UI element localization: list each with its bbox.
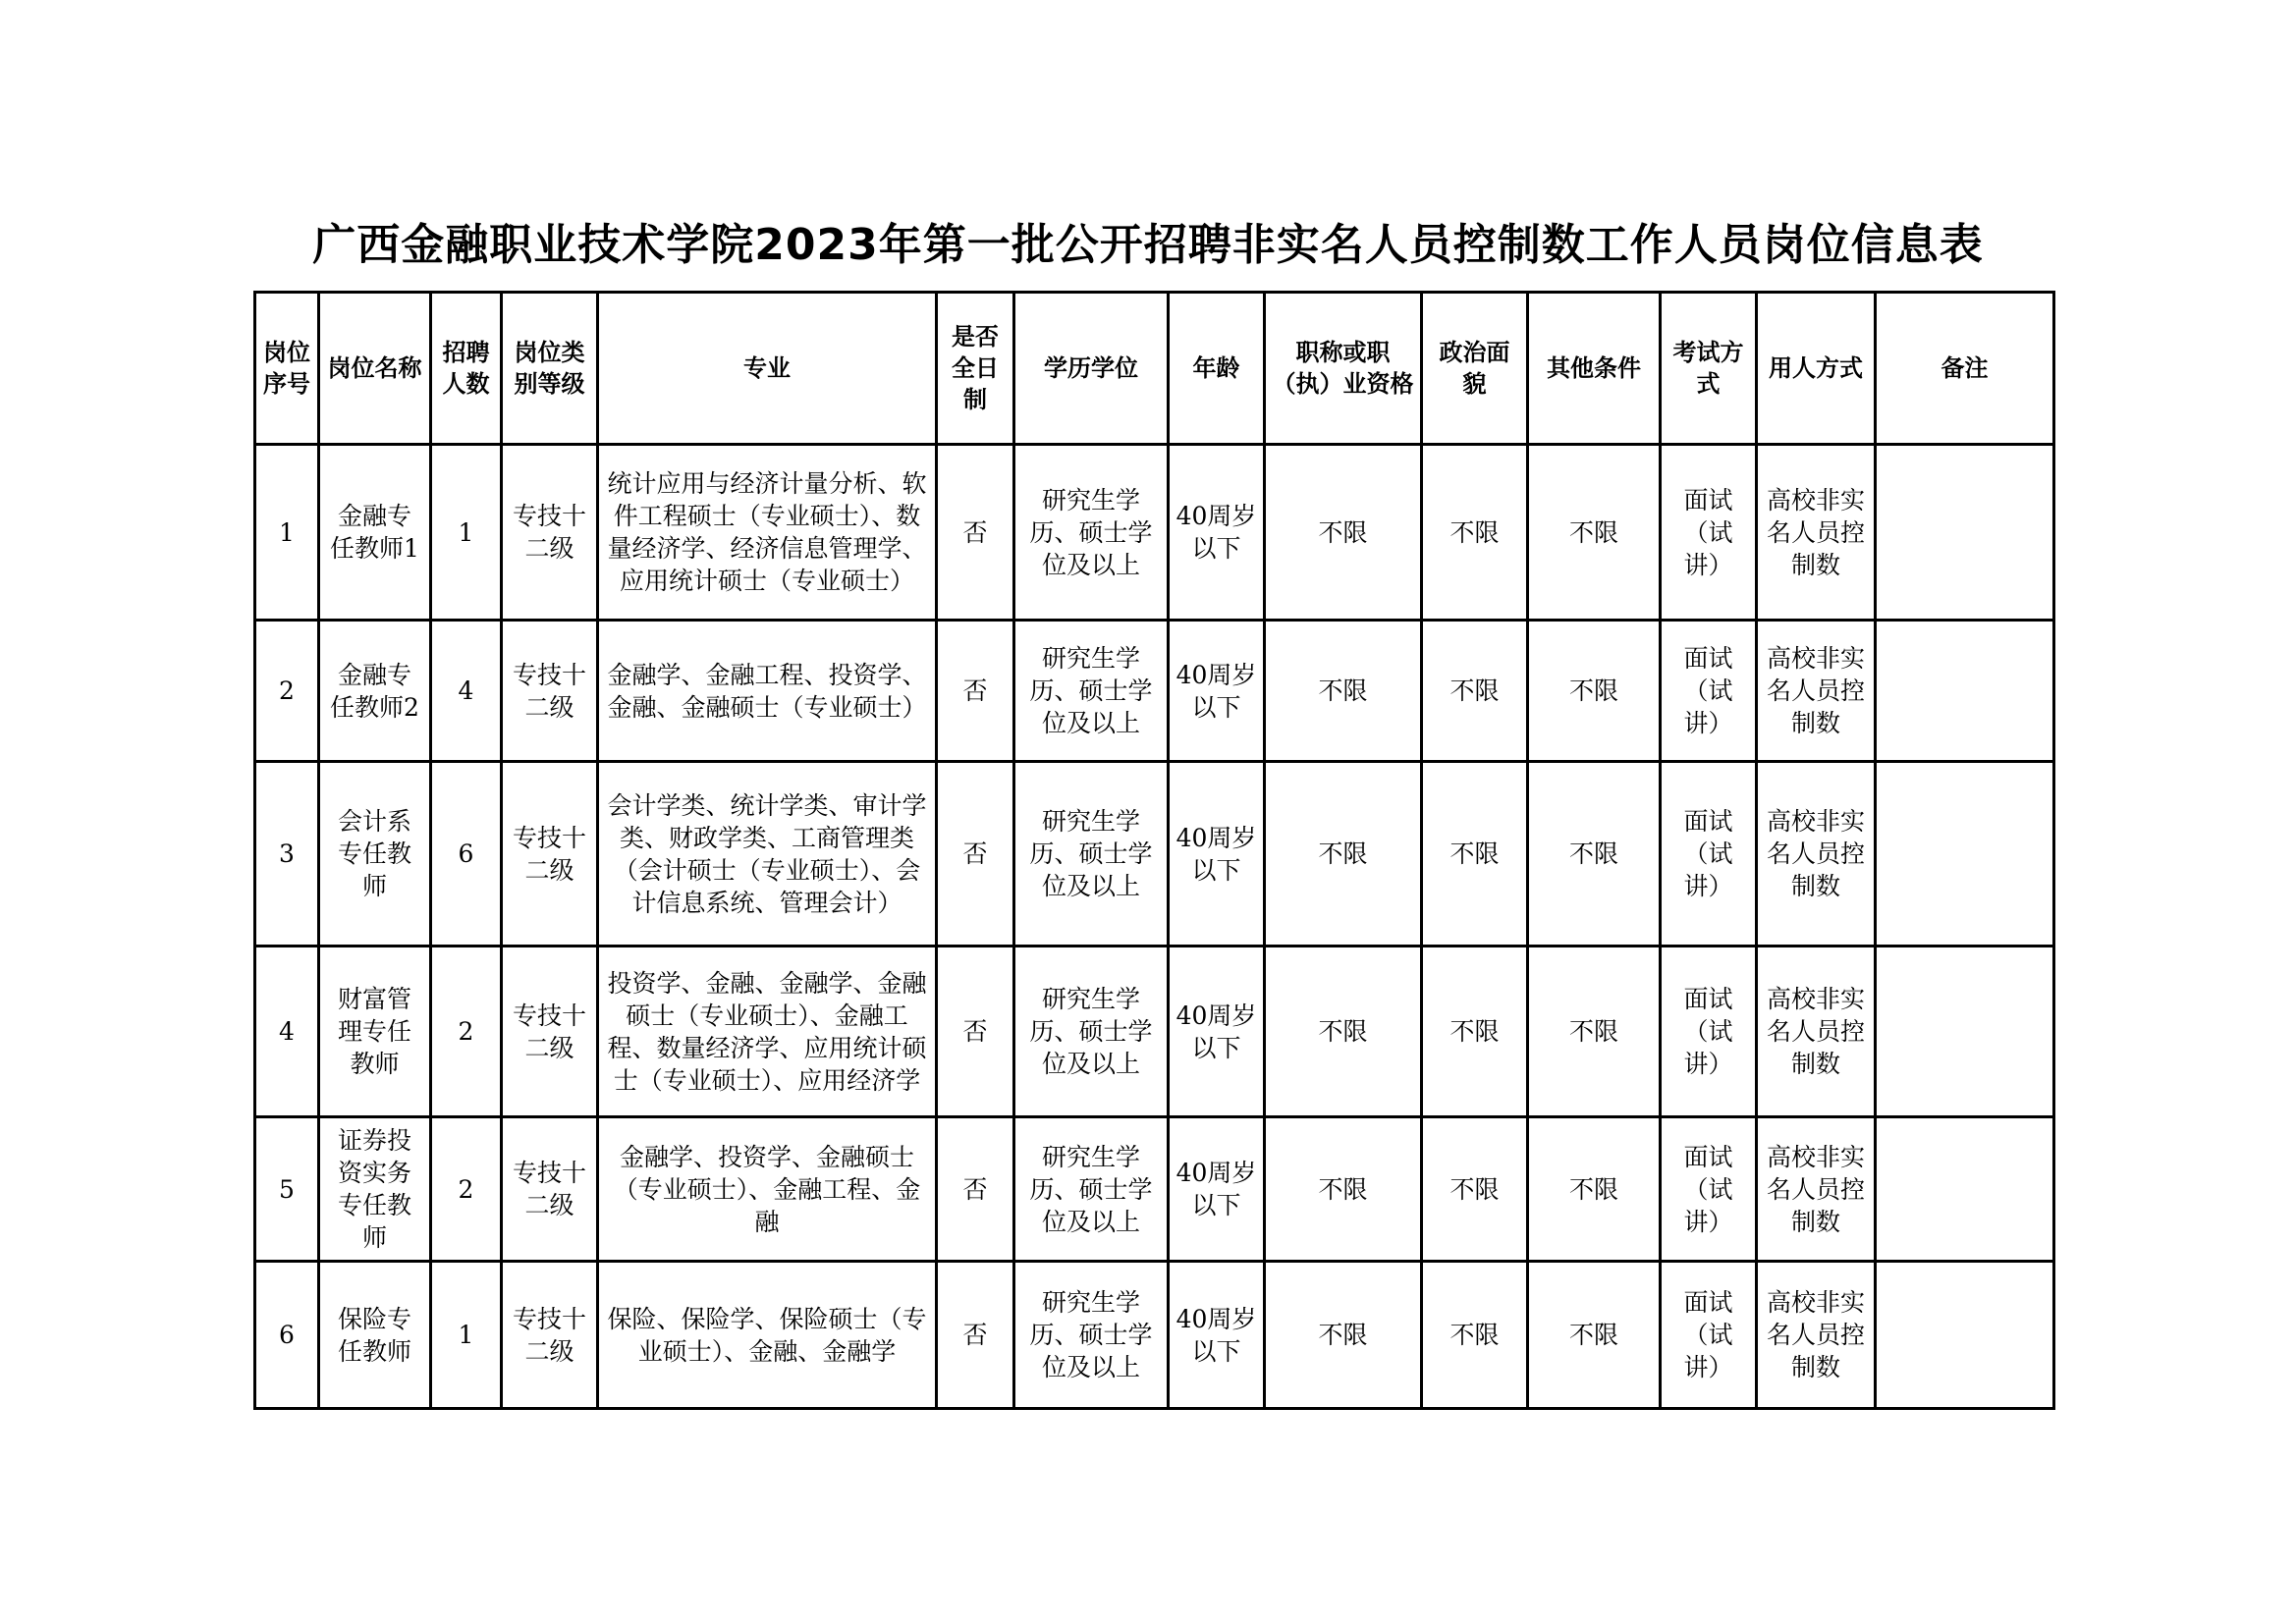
cell-age: 40周岁以下 [1169, 762, 1265, 947]
cell-remark [1876, 947, 2054, 1117]
cell-title-qual: 不限 [1265, 947, 1422, 1117]
cell-political: 不限 [1422, 621, 1528, 762]
header-age: 年龄 [1169, 293, 1265, 445]
cell-other: 不限 [1528, 947, 1661, 1117]
cell-education: 研究生学历、硕士学位及以上 [1014, 1117, 1169, 1262]
header-seq: 岗位序号 [255, 293, 319, 445]
cell-level: 专技十二级 [502, 1117, 598, 1262]
cell-name: 金融专任教师2 [319, 621, 431, 762]
cell-name: 会计系专任教师 [319, 762, 431, 947]
cell-hiring: 高校非实名人员控制数 [1757, 762, 1876, 947]
cell-exam: 面试（试讲） [1661, 1262, 1757, 1409]
header-political: 政治面貌 [1422, 293, 1528, 445]
cell-exam: 面试（试讲） [1661, 1117, 1757, 1262]
cell-age: 40周岁以下 [1169, 445, 1265, 621]
table-row [255, 445, 2054, 621]
cell-exam: 面试（试讲） [1661, 762, 1757, 947]
header-other: 其他条件 [1528, 293, 1661, 445]
cell-fulltime: 否 [937, 1262, 1014, 1409]
cell-political: 不限 [1422, 445, 1528, 621]
cell-hiring: 高校非实名人员控制数 [1757, 445, 1876, 621]
cell-hiring: 高校非实名人员控制数 [1757, 1262, 1876, 1409]
cell-level: 专技十二级 [502, 762, 598, 947]
cell-education: 研究生学历、硕士学位及以上 [1014, 947, 1169, 1117]
cell-age: 40周岁以下 [1169, 947, 1265, 1117]
cell-remark [1876, 1117, 2054, 1262]
cell-remark [1876, 762, 2054, 947]
header-title-qual: 职称或职（执）业资格 [1265, 293, 1422, 445]
table-row [255, 621, 2054, 762]
header-remark: 备注 [1876, 293, 2054, 445]
cell-level: 专技十二级 [502, 621, 598, 762]
cell-level: 专技十二级 [502, 1262, 598, 1409]
header-level: 岗位类别等级 [502, 293, 598, 445]
cell-remark [1876, 445, 2054, 621]
header-major: 专业 [598, 293, 937, 445]
table-row [255, 1262, 2054, 1409]
cell-seq: 1 [255, 445, 319, 621]
table-row [255, 762, 2054, 947]
cell-seq: 3 [255, 762, 319, 947]
header-row [255, 293, 2054, 445]
cell-title-qual: 不限 [1265, 762, 1422, 947]
cell-major: 保险、保险学、保险硕士（专业硕士）、金融、金融学 [598, 1262, 937, 1409]
header-exam: 考试方式 [1661, 293, 1757, 445]
cell-political: 不限 [1422, 947, 1528, 1117]
cell-level: 专技十二级 [502, 445, 598, 621]
page-title: 广西金融职业技术学院2023年第一批公开招聘非实名人员控制数工作人员岗位信息表 [312, 220, 1984, 270]
cell-title-qual: 不限 [1265, 1262, 1422, 1409]
cell-hiring: 高校非实名人员控制数 [1757, 947, 1876, 1117]
cell-age: 40周岁以下 [1169, 1262, 1265, 1409]
cell-seq: 2 [255, 621, 319, 762]
cell-count: 1 [431, 445, 502, 621]
cell-other: 不限 [1528, 445, 1661, 621]
cell-remark [1876, 621, 2054, 762]
cell-political: 不限 [1422, 1262, 1528, 1409]
cell-fulltime: 否 [937, 947, 1014, 1117]
cell-name: 保险专任教师 [319, 1262, 431, 1409]
header-name: 岗位名称 [319, 293, 431, 445]
cell-fulltime: 否 [937, 621, 1014, 762]
cell-political: 不限 [1422, 1117, 1528, 1262]
cell-major: 统计应用与经济计量分析、软件工程硕士（专业硕士）、数量经济学、经济信息管理学、应用统计硕士（专业硕士） [598, 445, 937, 621]
cell-education: 研究生学历、硕士学位及以上 [1014, 762, 1169, 947]
cell-name: 金融专任教师1 [319, 445, 431, 621]
cell-hiring: 高校非实名人员控制数 [1757, 621, 1876, 762]
cell-count: 2 [431, 947, 502, 1117]
header-fulltime: 是否全日制 [937, 293, 1014, 445]
cell-major: 金融学、投资学、金融硕士（专业硕士）、金融工程、金融 [598, 1117, 937, 1262]
cell-major: 会计学类、统计学类、审计学类、财政学类、工商管理类（会计硕士（专业硕士）、会计信息系统、管理会计） [598, 762, 937, 947]
cell-age: 40周岁以下 [1169, 621, 1265, 762]
header-count: 招聘人数 [431, 293, 502, 445]
header-education: 学历学位 [1014, 293, 1169, 445]
cell-count: 6 [431, 762, 502, 947]
cell-remark [1876, 1262, 2054, 1409]
cell-count: 2 [431, 1117, 502, 1262]
cell-seq: 6 [255, 1262, 319, 1409]
cell-hiring: 高校非实名人员控制数 [1757, 1117, 1876, 1262]
cell-other: 不限 [1528, 762, 1661, 947]
cell-education: 研究生学历、硕士学位及以上 [1014, 1262, 1169, 1409]
cell-other: 不限 [1528, 1117, 1661, 1262]
cell-name: 证券投资实务专任教师 [319, 1117, 431, 1262]
cell-education: 研究生学历、硕士学位及以上 [1014, 621, 1169, 762]
job-table [253, 291, 2055, 1410]
cell-major: 金融学、金融工程、投资学、金融、金融硕士（专业硕士） [598, 621, 937, 762]
cell-exam: 面试（试讲） [1661, 445, 1757, 621]
header-hiring: 用人方式 [1757, 293, 1876, 445]
cell-education: 研究生学历、硕士学位及以上 [1014, 445, 1169, 621]
table-row [255, 1117, 2054, 1262]
cell-political: 不限 [1422, 762, 1528, 947]
cell-fulltime: 否 [937, 1117, 1014, 1262]
cell-title-qual: 不限 [1265, 1117, 1422, 1262]
table-row [255, 947, 2054, 1117]
cell-age: 40周岁以下 [1169, 1117, 1265, 1262]
cell-fulltime: 否 [937, 762, 1014, 947]
cell-exam: 面试（试讲） [1661, 947, 1757, 1117]
cell-fulltime: 否 [937, 445, 1014, 621]
cell-count: 4 [431, 621, 502, 762]
cell-title-qual: 不限 [1265, 445, 1422, 621]
cell-other: 不限 [1528, 1262, 1661, 1409]
cell-exam: 面试（试讲） [1661, 621, 1757, 762]
cell-other: 不限 [1528, 621, 1661, 762]
cell-major: 投资学、金融、金融学、金融硕士（专业硕士）、金融工程、数量经济学、应用统计硕士（专业硕士）、应用经济学 [598, 947, 937, 1117]
cell-level: 专技十二级 [502, 947, 598, 1117]
cell-name: 财富管理专任教师 [319, 947, 431, 1117]
cell-title-qual: 不限 [1265, 621, 1422, 762]
cell-count: 1 [431, 1262, 502, 1409]
cell-seq: 4 [255, 947, 319, 1117]
cell-seq: 5 [255, 1117, 319, 1262]
